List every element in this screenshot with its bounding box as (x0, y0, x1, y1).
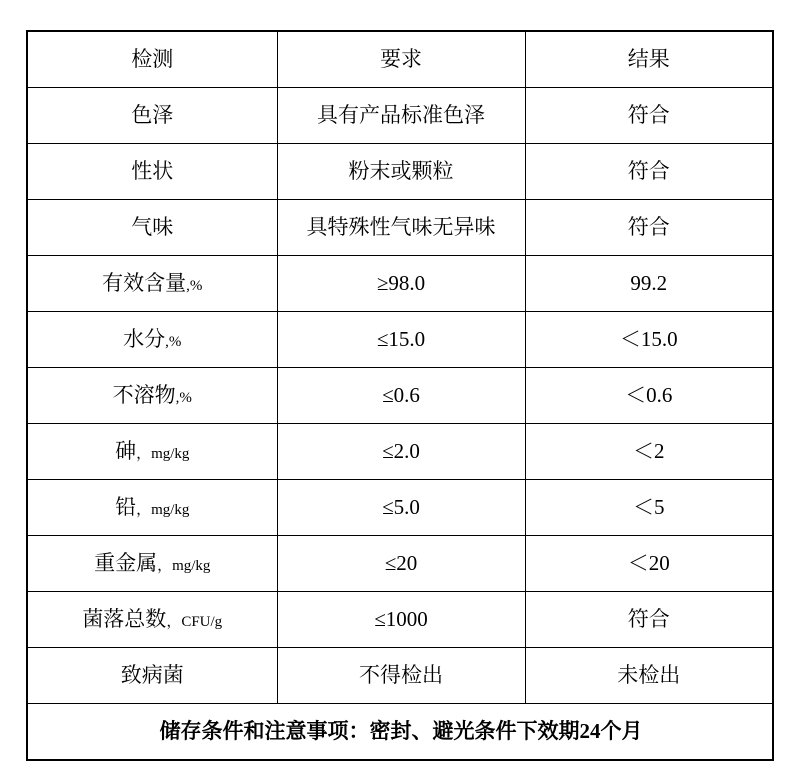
item-unit: ，mg/kg (157, 557, 211, 574)
table-row (27, 312, 773, 368)
result-value: ＜5 (633, 494, 665, 519)
requirement-value: ≥98.0 (376, 270, 426, 295)
table-row (27, 144, 773, 200)
table-row (27, 424, 773, 480)
cell-result (525, 648, 773, 704)
cell-item (27, 368, 277, 424)
result-value: ＜15.0 (619, 326, 678, 351)
result-value: ＜0.6 (625, 382, 673, 407)
cell-item (27, 312, 277, 368)
result-value: 符合 (627, 102, 670, 127)
item-unit: ,% (175, 389, 192, 406)
cell-item (27, 88, 277, 144)
cell-item (27, 536, 277, 592)
cell-result (525, 424, 773, 480)
item-unit: ，mg/kg (136, 445, 190, 462)
item-label: 菌落总数，CFU/g (82, 606, 223, 631)
header-item-label: 检测 (131, 46, 174, 71)
cell-result (525, 144, 773, 200)
requirement-value: ≤2.0 (382, 438, 420, 463)
header-cell-result (525, 31, 773, 88)
requirement-value: ≤15.0 (376, 326, 426, 351)
result-value: 符合 (627, 158, 670, 183)
item-unit: ,% (165, 333, 182, 350)
cell-result (525, 592, 773, 648)
table-footer-row (27, 704, 773, 761)
result-value: ＜20 (627, 550, 670, 575)
item-label: 水分,% (123, 326, 182, 351)
table-row (27, 480, 773, 536)
requirement-value: ≤1000 (374, 606, 428, 631)
cell-result (525, 480, 773, 536)
item-unit: ,% (186, 277, 203, 294)
cell-result (525, 368, 773, 424)
cell-requirement (277, 592, 525, 648)
item-unit: ，mg/kg (136, 501, 190, 518)
result-value: 符合 (627, 606, 670, 631)
cell-requirement (277, 368, 525, 424)
cell-requirement (277, 144, 525, 200)
item-unit: ，CFU/g (166, 613, 223, 630)
item-label: 性状 (131, 158, 174, 183)
item-label: 重金属，mg/kg (94, 550, 211, 575)
item-label: 气味 (131, 214, 174, 239)
requirement-value: 不得检出 (359, 662, 443, 687)
table-row (27, 536, 773, 592)
cell-requirement (277, 480, 525, 536)
table-row (27, 200, 773, 256)
cell-requirement (277, 312, 525, 368)
cell-result (525, 536, 773, 592)
requirement-value: ≤5.0 (382, 494, 420, 519)
header-requirement-label: 要求 (380, 46, 422, 71)
requirement-value: ≤0.6 (382, 382, 420, 407)
cell-requirement (277, 88, 525, 144)
requirement-value: ≤20 (384, 550, 418, 575)
inspection-spec-table (26, 30, 774, 761)
cell-item (27, 592, 277, 648)
cell-item (27, 144, 277, 200)
requirement-value: 具有产品标准色泽 (317, 102, 485, 127)
cell-result (525, 200, 773, 256)
storage-note-text: 储存条件和注意事项：密封、避光条件下效期24个月 (159, 718, 643, 743)
item-label: 致病菌 (120, 662, 184, 687)
header-result-label: 结果 (627, 46, 670, 71)
header-cell-requirement (277, 31, 525, 88)
table-header-row (27, 31, 773, 88)
table-row (27, 648, 773, 704)
table-row (27, 592, 773, 648)
cell-result (525, 312, 773, 368)
cell-result (525, 256, 773, 312)
item-label: 不溶物,% (112, 382, 192, 407)
item-label: 有效含量,% (102, 270, 203, 295)
result-value: 符合 (627, 214, 670, 239)
table-row (27, 88, 773, 144)
cell-requirement (277, 256, 525, 312)
requirement-value: 具特殊性气味无异味 (306, 214, 496, 239)
spec-table-container (26, 30, 774, 761)
header-cell-item (27, 31, 277, 88)
storage-note-cell (27, 704, 773, 761)
cell-requirement (277, 536, 525, 592)
item-label: 砷，mg/kg (115, 438, 190, 463)
result-value: ＜2 (633, 438, 665, 463)
result-value: 99.2 (630, 270, 668, 295)
requirement-value: 粉末或颗粒 (348, 158, 454, 183)
cell-item (27, 424, 277, 480)
cell-item (27, 480, 277, 536)
cell-item (27, 200, 277, 256)
cell-requirement (277, 200, 525, 256)
table-row (27, 368, 773, 424)
item-label: 色泽 (131, 102, 174, 127)
cell-item (27, 648, 277, 704)
result-value: 未检出 (617, 662, 681, 687)
cell-requirement (277, 648, 525, 704)
item-label: 铅，mg/kg (115, 494, 190, 519)
cell-item (27, 256, 277, 312)
table-row (27, 256, 773, 312)
cell-result (525, 88, 773, 144)
cell-requirement (277, 424, 525, 480)
